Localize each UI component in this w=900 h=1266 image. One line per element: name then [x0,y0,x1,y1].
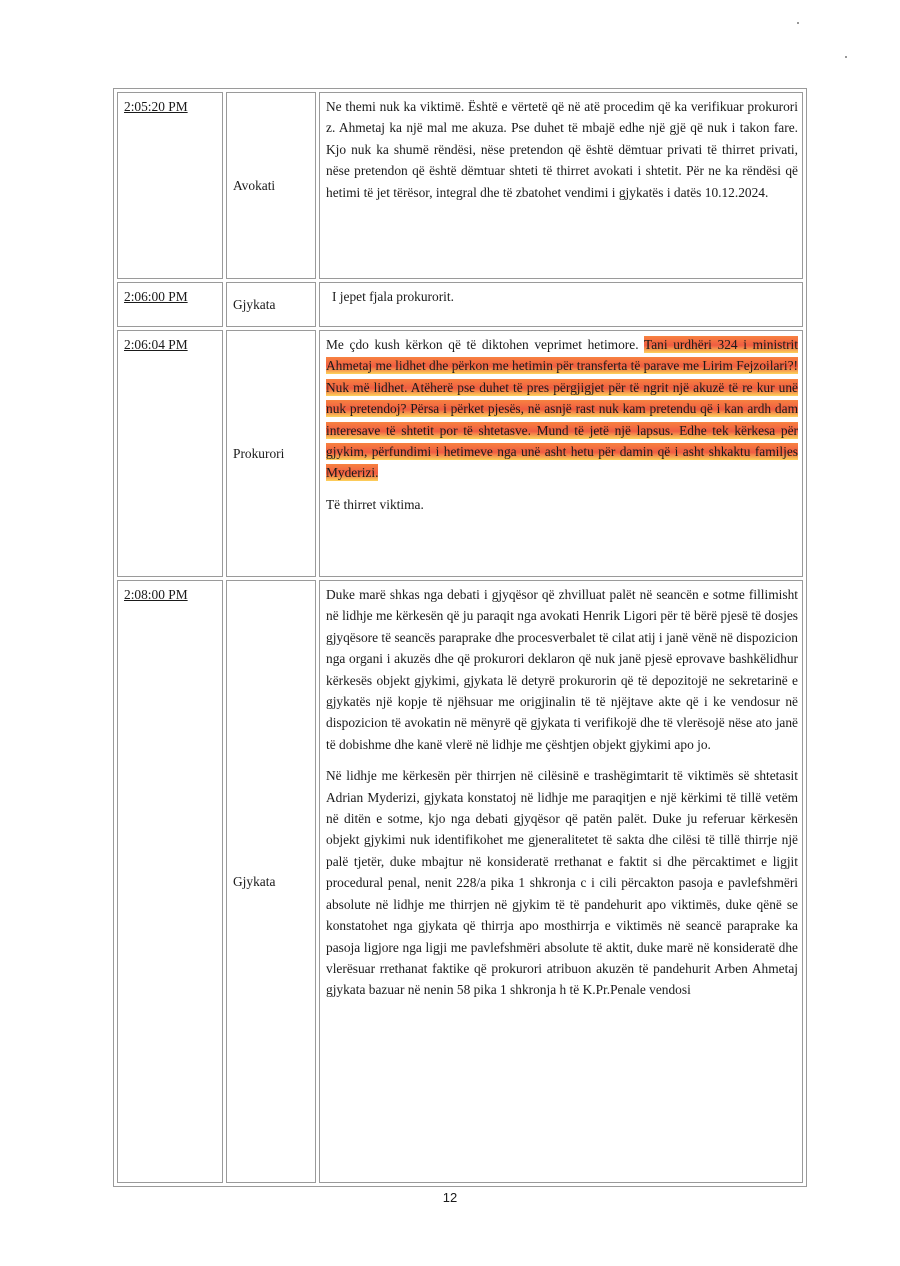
table-row [117,92,803,279]
speech-paragraph: I jepet fjala prokurorit. [332,289,454,304]
highlighted-text: Tani urdhëri 324 i ministrit Ahmetaj me lidhet dhe përkon me hetimin për transferta të parave me Lirim Fejzoilari?! Nuk më lidhet. Atëherë pse duhet të pres përgjigjet për të ngrit një akuzë të re kur unë nuk pretendoj? Përsa i përket pjesës, në asnjë rast nuk kam pretendu që i kan ardh dam interesave të shtetit por të shtetasve. Mund të jetë një lapsus. Edhe tek kërkesa për gjykim, përfundimi i hetimeve nga unë asht hetu për damin që i asht shkaktu familjes Myderizi. [326,337,799,481]
plain-text: Me çdo kush kërkon që të diktohen veprimet hetimore. [326,337,644,352]
speech-paragraph: Në lidhje me kërkesën për thirrjen në cilësinë e trashëgimtarit të viktimës së shtetasit Adrian Myderizi, gjykata konstatoj në lidhje me paraqitjen e një kërkimi të tillë vetëm në ditën e sotme, kjo nga debati gjyqësor që patën palët. Duke ju referuar kërkesën objekt gjykimi nuk identifikohet me gjeneralitetet të sakta dhe cilësi të tillë thirrje një palë tjetër, duke mbajtur në konsideratë rrethanat e faktit si dhe përcaktimet e ligjit procedural penal, nenit 228/a pika 1 shkronja c i cili përcakton pasoja e pavlefshmëri absolute në lidhje me thirrjen në gjykim të të pandehurit apo viktimës, duke qënë se konstatohet nga gjykata që thirrja apo mosthirrja e viktimës në seancë paraprake ka pasoja ligjore nga ligji me pavlefshmëri absolute të aktit, duke marë në konsideratë dhe vlerësuar rrethanat faktike që prokurori atribuon akuzën të pandehurit Arben Ahmetaj gjykata bazuar në nenin 58 pika 1 shkronja h të K.Pr.Penale vendosi [326,768,798,998]
timestamp: 2:06:00 PM [117,282,223,327]
scan-speck [845,56,847,58]
speech-paragraph [326,334,798,484]
table-row [117,282,803,327]
scan-speck [797,22,799,24]
speech-paragraph: Ne themi nuk ka viktimë. Është e vërtetë që në atë procedim që ka verifikuar prokurori z. Ahmetaj ka një mal me akuza. Pse duhet të mbajë edhe një gjë që nuk i takon fare. Kjo nuk ka shumë rëndësi, nëse pretendon që është dëmtuar privati të thirret privati, nëse pretendon që është dëmtuar shteti të thirret avokati i shtetit. Për ne ka rëndësi që hetimi të jet tërësor, integral dhe të zbatohet vendimi i gjykatës i datës 10.12.2024. [326,99,798,200]
speaker-name: Gjykata [226,282,316,327]
page-number: 12 [442,1190,458,1205]
table-row [117,330,803,577]
speaker-name: Gjykata [226,580,316,1183]
timestamp: 2:06:04 PM [117,330,223,577]
timestamp: 2:05:20 PM [117,92,223,279]
speech-paragraph: Duke marë shkas nga debati i gjyqësor që zhvilluat palët në seancën e sotme fillimisht në lidhje me kërkesën që ju paraqit nga avokati Henrik Ligori për të bërë pjesë të dosjes gjyqësore të seancës paraprake dhe procesverbalet të cilat atij i janë vënë në dispozicion nga organi i akuzës dhe që prokurori deklaron që nuk janë pjesë eprovave bashkëlidhur kërkesës objekt gjykimi, gjykata lë detyrë prokurorin që të depozitojë ne sekretarinë e gjykatës një kopje të njëhsuar me origjinalin të të njëjtave akte që i ke vendosur në dispozicion të avokatin në mënyrë që gjykata ti verifikojë dhe të vlerësojë nëse ato janë të dobishme dhe kanë vlerë në lidhje me çështjen objekt gjykimi apo jo. [326,587,798,752]
transcript-table [113,88,807,1187]
speech-text [319,92,803,279]
speaker-name: Avokati [226,92,316,279]
speech-text [319,330,803,577]
speaker-name: Prokurori [226,330,316,577]
timestamp: 2:08:00 PM [117,580,223,1183]
speech-paragraph: Të thirret viktima. [326,496,424,512]
speech-text [319,282,803,327]
table-row [117,580,803,1183]
speech-text [319,580,803,1183]
